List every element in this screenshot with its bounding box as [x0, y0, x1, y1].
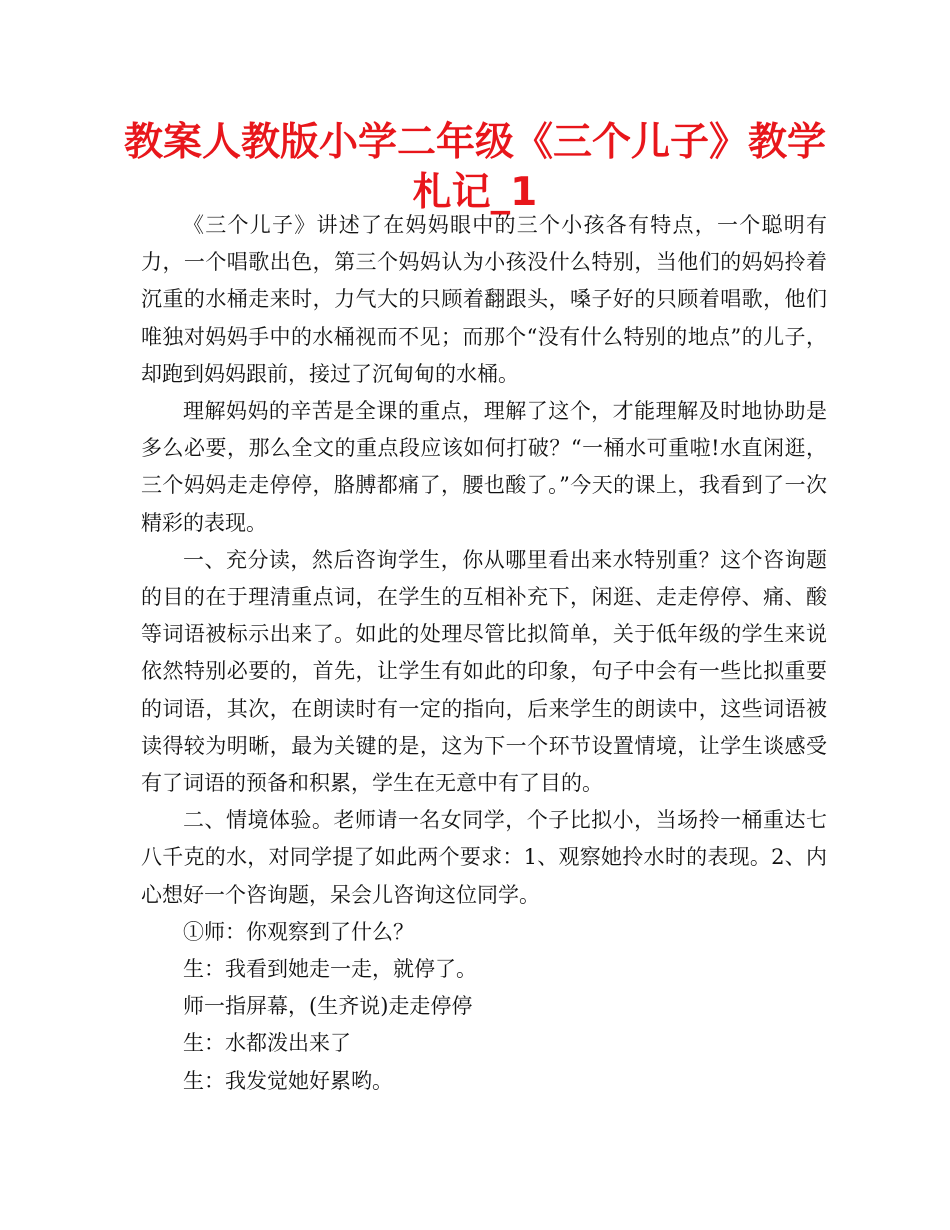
dialogue-line: ①师：你观察到了什么？	[183, 919, 414, 944]
dialogue-line: 师一指屏幕，(生齐说)走走停停	[183, 994, 473, 1019]
paragraph-step-two: 二、情境体验。老师请一名女同学，个子比拟小，当场拎一桶重达七八千克的水，对同学提了如此两个要求：1、观察她拎水时的表现。2、内心想好一个咨询题，呆会儿咨询这位同学。	[141, 808, 827, 907]
dialogue-line: 生：水都泼出来了	[183, 1031, 351, 1056]
document-body	[141, 207, 827, 1100]
document-title: 教案人教版小学二年级《三个儿子》教学札记_1	[123, 120, 826, 215]
paragraph-step-one: 一、充分读，然后咨询学生，你从哪里看出来水特别重？这个咨询题的目的在于理清重点词，在学生的互相补充下，闲逛、走走停停、痛、酸等词语被标示出来了。如此的处理尽管比拟简单，关于低年级的学生来说依然特别必要的，首先，让学生有如此的印象，句子中会有一些比拟重要的词语，其次，在朗读时有一定的指向，后来学生的朗读中，这些词语被读得较为明晰，最为关键的是，这为下一个环节设置情境，让学生谈感受有了词语的预备和积累，学生在无意中有了目的。	[141, 547, 827, 796]
paragraph-intro: 《三个儿子》讲述了在妈妈眼中的三个小孩各有特点，一个聪明有力，一个唱歌出色，第三个妈妈认为小孩没什么特别，当他们的妈妈拎着沉重的水桶走来时，力气大的只顾着翻跟头，嗓子好的只顾着唱歌，他们唯独对妈妈手中的水桶视而不见；而那个“没有什么特别的地点”的儿子，却跑到妈妈跟前，接过了沉甸甸的水桶。	[141, 213, 827, 386]
paragraph-key-point: 理解妈妈的辛苦是全课的重点，理解了这个，才能理解及时地协助是多么必要，那么全文的重点段应该如何打破？“一桶水可重啦!水直闲逛，三个妈妈走走停停，胳膊都痛了，腰也酸了。”今天的课上，我看到了一次精彩的表现。	[141, 399, 827, 535]
dialogue-line: 生：我看到她走一走，就停了。	[183, 957, 477, 982]
dialogue-line: 生：我发觉她好累哟。	[183, 1068, 393, 1093]
